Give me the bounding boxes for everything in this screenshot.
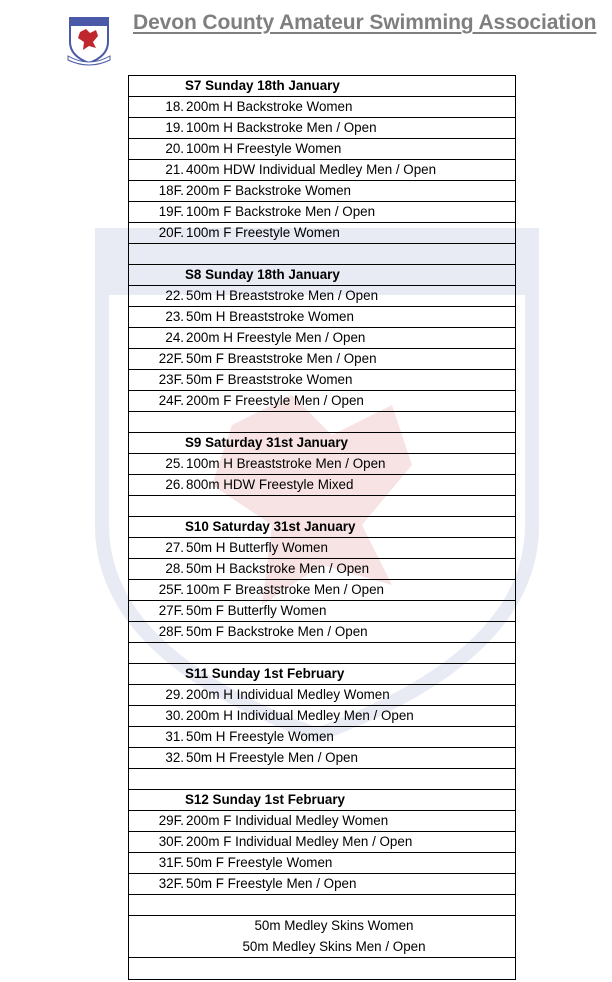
event-name: 50m F Freestyle Men / Open xyxy=(186,876,357,891)
blank-row xyxy=(129,769,515,790)
event-name: 100m F Backstroke Men / Open xyxy=(186,204,376,219)
event-name: 50m H Breaststroke Men / Open xyxy=(186,288,379,303)
event-row xyxy=(129,370,515,391)
event-name: 200m H Freestyle Men / Open xyxy=(186,330,366,345)
blank-row xyxy=(129,958,515,979)
event-name: 100m F Freestyle Women xyxy=(186,225,340,240)
session-title: S9 Saturday 31st January xyxy=(185,435,349,450)
session-header-row xyxy=(129,76,515,97)
event-name: 50m F Freestyle Women xyxy=(186,855,333,870)
event-number: 18. xyxy=(165,99,184,114)
session-header-row xyxy=(129,433,515,454)
event-row xyxy=(129,97,515,118)
event-number: 29. xyxy=(165,687,184,702)
event-number: 28. xyxy=(165,561,184,576)
event-number: 21. xyxy=(165,162,184,177)
event-number: 31F. xyxy=(158,855,184,870)
event-number: 30. xyxy=(165,708,184,723)
event-row xyxy=(129,118,515,139)
events-table xyxy=(128,75,516,980)
blank-row xyxy=(129,412,515,433)
event-row xyxy=(129,160,515,181)
skins-event-name: 50m Medley Skins Women xyxy=(254,918,414,933)
skins-row xyxy=(129,937,515,958)
event-name: 50m F Breaststroke Women xyxy=(186,372,353,387)
event-name: 50m H Freestyle Men / Open xyxy=(186,750,358,765)
event-number: 28F. xyxy=(158,624,184,639)
event-number: 27. xyxy=(165,540,184,555)
event-name: 200m H Backstroke Women xyxy=(186,99,353,114)
event-name: 800m HDW Freestyle Mixed xyxy=(186,477,354,492)
event-name: 200m F Freestyle Men / Open xyxy=(186,393,364,408)
event-name: 200m F Backstroke Women xyxy=(186,183,351,198)
event-name: 100m H Backstroke Men / Open xyxy=(186,120,377,135)
skins-row xyxy=(129,916,515,937)
event-row xyxy=(129,391,515,412)
session-header-row xyxy=(129,517,515,538)
event-row xyxy=(129,748,515,769)
event-number: 20F. xyxy=(158,225,184,240)
event-row xyxy=(129,811,515,832)
event-number: 30F. xyxy=(158,834,184,849)
session-header-row xyxy=(129,664,515,685)
event-row xyxy=(129,853,515,874)
event-name: 200m F Individual Medley Women xyxy=(186,813,389,828)
event-name: 50m F Butterfly Women xyxy=(186,603,327,618)
event-number: 32. xyxy=(165,750,184,765)
event-row xyxy=(129,454,515,475)
event-name: 100m H Freestyle Women xyxy=(186,141,342,156)
event-name: 50m H Butterfly Women xyxy=(186,540,328,555)
event-number: 18F. xyxy=(158,183,184,198)
session-header-row xyxy=(129,265,515,286)
event-number: 19. xyxy=(165,120,184,135)
event-row xyxy=(129,139,515,160)
event-row xyxy=(129,349,515,370)
event-row xyxy=(129,328,515,349)
page-title: Devon County Amateur Swimming Association xyxy=(133,11,597,34)
event-row xyxy=(129,727,515,748)
event-number: 24F. xyxy=(158,393,184,408)
event-row xyxy=(129,580,515,601)
event-name: 100m H Breaststroke Men / Open xyxy=(186,456,386,471)
event-number: 25F. xyxy=(158,582,184,597)
event-row xyxy=(129,286,515,307)
event-number: 19F. xyxy=(158,204,184,219)
devon-crest-logo xyxy=(66,12,112,66)
event-number: 23. xyxy=(165,309,184,324)
event-number: 24. xyxy=(165,330,184,345)
event-number: 22F. xyxy=(158,351,184,366)
event-name: 50m F Breaststroke Men / Open xyxy=(186,351,377,366)
event-row xyxy=(129,181,515,202)
event-row xyxy=(129,223,515,244)
session-title: S8 Sunday 18th January xyxy=(185,267,340,282)
session-header-row xyxy=(129,790,515,811)
event-number: 20. xyxy=(165,141,184,156)
event-name: 50m H Backstroke Men / Open xyxy=(186,561,370,576)
event-row xyxy=(129,307,515,328)
event-name: 200m F Individual Medley Men / Open xyxy=(186,834,413,849)
event-name: 200m H Individual Medley Women xyxy=(186,687,390,702)
blank-row xyxy=(129,895,515,916)
event-number: 32F. xyxy=(158,876,184,891)
blank-row xyxy=(129,643,515,664)
event-row xyxy=(129,622,515,643)
event-row xyxy=(129,601,515,622)
blank-row xyxy=(129,496,515,517)
event-row xyxy=(129,832,515,853)
event-row xyxy=(129,538,515,559)
skins-event-name: 50m Medley Skins Men / Open xyxy=(242,939,426,954)
event-name: 50m H Freestyle Women xyxy=(186,729,334,744)
session-title: S10 Saturday 31st January xyxy=(185,519,356,534)
event-number: 26. xyxy=(165,477,184,492)
event-name: 200m H Individual Medley Men / Open xyxy=(186,708,414,723)
event-row xyxy=(129,874,515,895)
event-number: 31. xyxy=(165,729,184,744)
event-number: 29F. xyxy=(158,813,184,828)
event-name: 100m F Breaststroke Men / Open xyxy=(186,582,384,597)
event-number: 22. xyxy=(165,288,184,303)
event-row xyxy=(129,706,515,727)
event-name: 400m HDW Individual Medley Men / Open xyxy=(186,162,437,177)
session-title: S7 Sunday 18th January xyxy=(185,78,340,93)
event-number: 23F. xyxy=(158,372,184,387)
event-name: 50m H Breaststroke Women xyxy=(186,309,354,324)
blank-row xyxy=(129,244,515,265)
event-row xyxy=(129,202,515,223)
event-row xyxy=(129,475,515,496)
event-name: 50m F Backstroke Men / Open xyxy=(186,624,368,639)
event-row xyxy=(129,559,515,580)
session-title: S12 Sunday 1st February xyxy=(185,792,346,807)
event-row xyxy=(129,685,515,706)
session-title: S11 Sunday 1st February xyxy=(185,666,345,681)
event-number: 27F. xyxy=(158,603,184,618)
event-number: 25. xyxy=(165,456,184,471)
